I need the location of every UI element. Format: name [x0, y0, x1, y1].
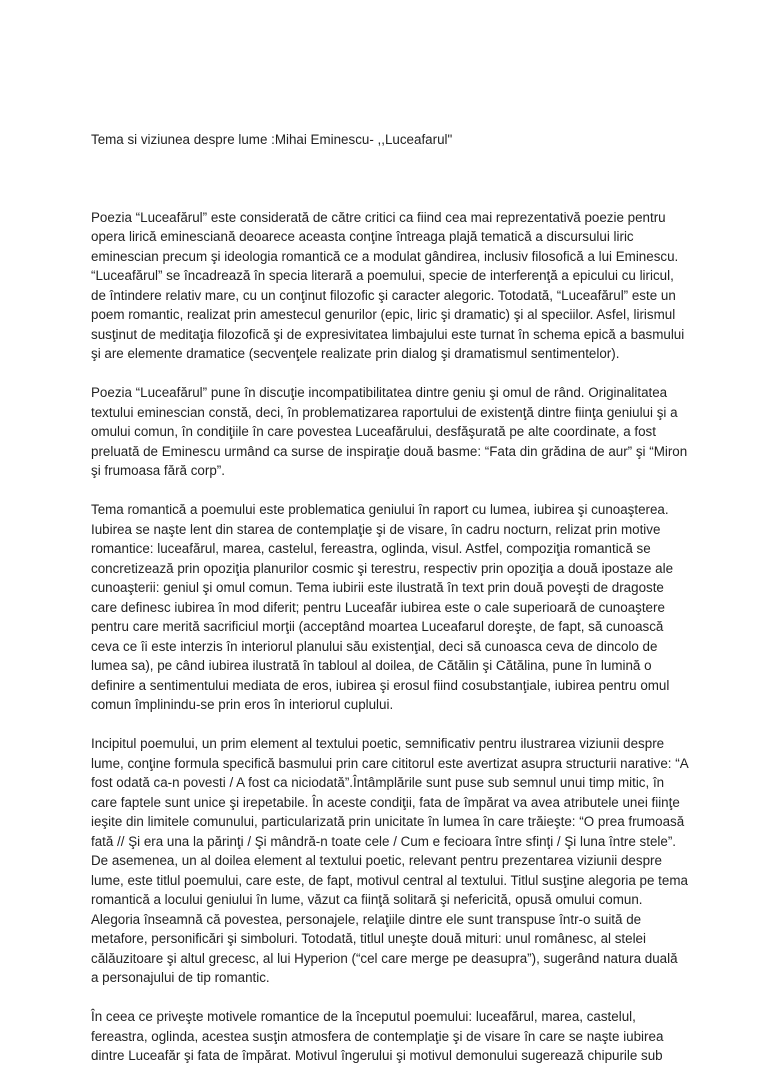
title-spacer: [91, 169, 691, 189]
paragraph-3: Tema romantică a poemului este problematica geniului în raport cu lumea, iubirea şi cunoaşterea. Iubirea se naşte lent din starea de contemplaţie şi de visare, în cadru nocturn, relizat prin motive romantice: luceafărul, marea, castelul, fereastra, oglinda, visul. Astfel, compoziţia romantică se concretizează prin opoziţia planurilor cosmic şi terestru, respectiv prin opoziţia a două ipostaze ale cunoaşterii: geniul şi omul comun. Tema iubirii este ilustrată în text prin două poveşti de dragoste care definesc iubirea în mod diferit; pentru Luceafăr iubirea este o cale superioară de cunoaştere pentru care merită sacrificiul morţii (acceptând moartea Luceafarul doreşte, de fapt, să cunoască ceva ce îi este interzis în interiorul planului său existenţial, deci să cunoasca ceva de dincolo de lumea sa), pe când iubirea ilustrată în tabloul al doilea, de Cătălin şi Cătălina, pune în lumină o definire a sentimentului mediata de eros, iubirea şi erosul fiind cosubstanţiale, iubirea pentru omul comun împlinindu-se prin eros în interiorul cuplului.: [91, 502, 674, 712]
paragraph-2: Poezia “Luceafărul” pune în discuţie incompatibilitatea dintre geniu şi omul de rând. Originalitatea textului eminescian constă, deci, în problematizarea raportului de existenţă dintre fiinţa geniului şi a omului comun, în condiţiile în care povestea Luceafărului, desfăşurată pe alte coordinate, a fost preluată de Eminescu urmând ca surse de inspiraţie două basme: “Fata din grădina de aur” şi “Miron şi frumoasa fără corp”.: [91, 385, 688, 478]
document-title: Tema si viziunea despre lume :Mihai Eminescu- ,,Luceafarul": [91, 131, 453, 147]
paragraph-4: Incipitul poemului, un prim element al textului poetic, semnificativ pentru ilustrarea viziunii despre lume, conţine formula specifică basmului prin care cititorul este avertizat asupra structurii narative: “A fost odată ca-n povesti / A fost ca niciodată”.Întâmplările sunt puse sub semnul unui timp mitic, în care faptele sunt unice şi irepetabile. În aceste condiţii, fata de împărat va avea atributele unei fiinţe ieşite din limitele comunului, particularizată prin unicitate în lumea în care trăieşte: “O prea frumoasă fată // Şi era una la părinţi / Şi mândră-n toate cele / Cum e fecioara între sfinţi / Şi luna între stele”. De asemenea, un al doilea element al textului poetic, relevant pentru prezentarea viziunii despre lume, este titlul poemului, care este, de fapt, motivul central al textului. Titlul susţine alegoria pe tema romantică a locului geniului în lume, văzut ca fiinţă solitară şi nefericită, opusă omului comun. Alegoria înseamnă că povestea, personajele, relaţiile dintre ele sunt transpuse într-o suită de metafore, personificări şi simboluri. Totodată, titlul uneşte două mituri: unul românesc, al stelei călăuzitoare şi altul grecesc, al lui Hyperion (“cel care merge pe deasupra”), sugerând natura duală a personajului de tip romantic.: [91, 736, 689, 985]
document-body: [91, 110, 691, 1085]
paragraph-5: În ceea ce priveşte motivele romantice de la începutul poemului: luceafărul, marea, castelul, fereastra, oglinda, acestea susţin atmosfera de contemplaţie şi de visare în care se naşte iubirea dintre Luceafăr şi fata de împărat. Motivul îngerului şi motivul demonului sugerează chipurile sub: [91, 1009, 664, 1063]
paragraph-1: Poezia “Luceafărul” este considerată de către critici ca fiind cea mai reprezentativă poezie pentru opera lirică eminesciană deoarece aceasta conţine întreaga plajă tematică a discursului liric eminescian precum şi ideologia romantică ce a modulat gândirea, inclusiv filosofică a lui Eminescu. “Luceafărul” se încadrează în specia literară a poemului, specie de interferenţă a epicului cu liricul, de întindere relativ mare, cu un conţinut filozofic şi caracter alegoric. Totodată, “Luceafărul” este un poem romantic, realizat prin amestecul genurilor (epic, liric şi dramatic) şi al speciilor. Asfel, lirismul susţinut de meditaţia filozofică şi de expresivitatea limbajului este turnat în schema epică a basmului şi are elemente dramatice (secvenţele realizate prin dialog şi dramatismul sentimentelor).: [91, 209, 685, 361]
